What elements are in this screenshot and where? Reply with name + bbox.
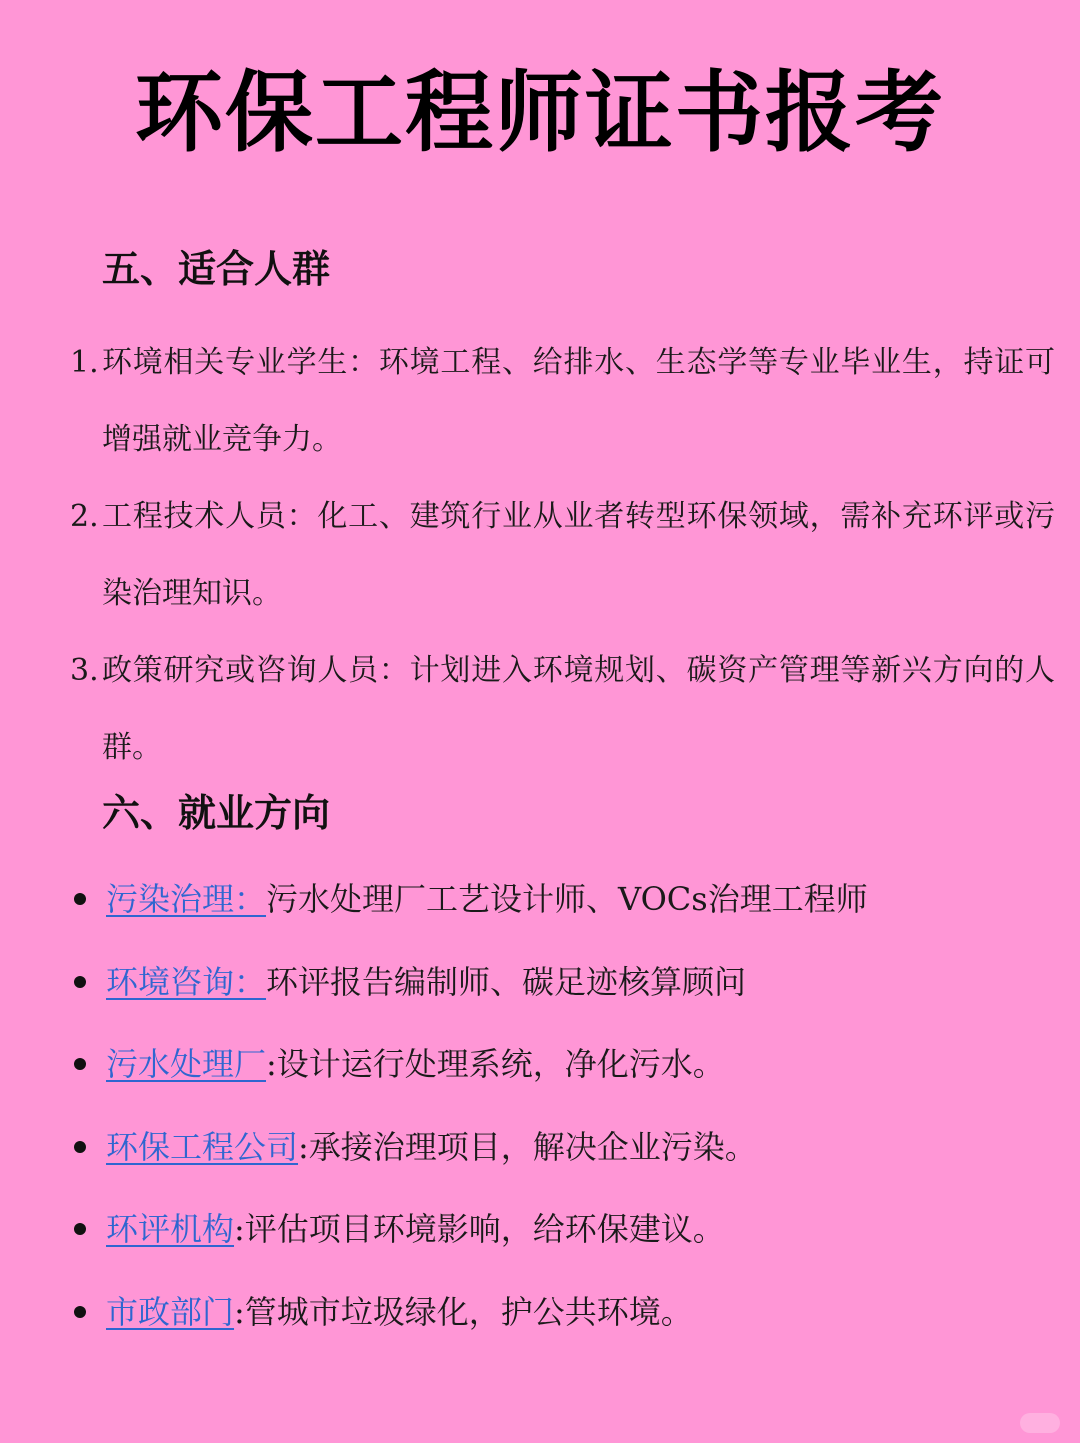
section-heading-suitable-audience: 五、适合人群 (102, 247, 331, 291)
bullet-icon (74, 1058, 86, 1070)
bullet-icon (74, 1141, 86, 1153)
list-item (70, 478, 1055, 632)
page-title: 环保工程师证书报考 (134, 61, 945, 164)
section-heading-career-directions: 六、就业方向 (102, 791, 331, 835)
list-item (70, 1112, 1055, 1195)
career-link[interactable]: 环境咨询： (106, 962, 267, 1001)
list-item (70, 1277, 1055, 1360)
career-description: :承接治理项目，解决企业污染。 (298, 1127, 757, 1166)
list-item-number: 2. (70, 499, 99, 534)
list-item-text: 政策研究或咨询人员：计划进入环境规划、碳资产管理等新兴方向的人群。 (102, 653, 1055, 765)
audience-list (70, 324, 1055, 786)
list-item (70, 1029, 1055, 1112)
bullet-icon (74, 1306, 86, 1318)
bullet-icon (74, 976, 86, 988)
list-item-number: 1. (70, 345, 99, 380)
career-description: :管城市垃圾绿化，护公共环境。 (234, 1292, 693, 1331)
bullet-icon (74, 893, 86, 905)
career-list (70, 864, 1055, 1359)
career-description: 污水处理厂工艺设计师、VOCs治理工程师 (266, 880, 868, 918)
career-description: :设计运行处理系统，净化污水。 (266, 1045, 725, 1083)
list-item (70, 864, 1055, 947)
watermark-badge (1020, 1413, 1060, 1433)
bullet-icon (74, 1223, 86, 1235)
career-link[interactable]: 污染治理： (106, 880, 267, 918)
list-item-text: 环境相关专业学生：环境工程、给排水、生态学等专业毕业生，持证可增强就业竞争力。 (102, 345, 1055, 457)
list-item (70, 947, 1055, 1030)
list-item (70, 632, 1055, 786)
career-link[interactable]: 环评机构 (106, 1210, 235, 1248)
career-link[interactable]: 环保工程公司 (106, 1127, 299, 1166)
career-link[interactable]: 市政部门 (106, 1292, 235, 1331)
career-description: :评估项目环境影响，给环保建议。 (234, 1210, 725, 1248)
list-item (70, 1194, 1055, 1277)
list-item-text: 工程技术人员：化工、建筑行业从业者转型环保领域，需补充环评或污染治理知识。 (102, 499, 1055, 611)
career-description: 环评报告编制师、碳足迹核算顾问 (266, 962, 747, 1001)
list-item (70, 324, 1055, 478)
career-link[interactable]: 污水处理厂 (106, 1045, 267, 1083)
list-item-number: 3. (70, 653, 99, 688)
